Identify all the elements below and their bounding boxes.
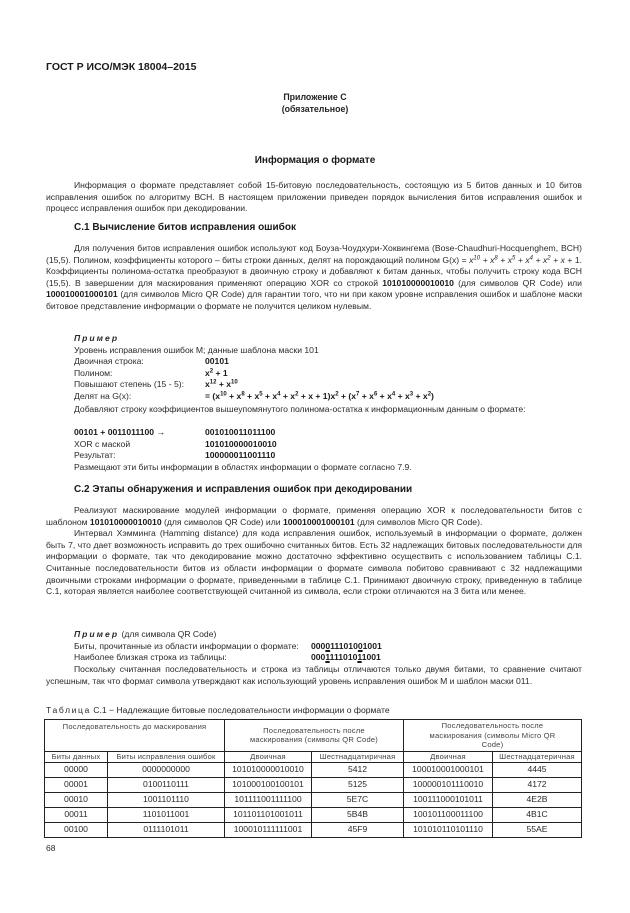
polynomial-value: $x^2 + 1$ (205, 367, 228, 378)
group-header-before-mask: Последовательность до маскирования (45, 720, 225, 752)
table-row: 00010 1001101110 101111001111100 5E7C 100111000101011 4E2B (45, 792, 582, 807)
col-qr-hex: Шестнадцатиричная (312, 751, 404, 762)
division-value: = $(x^{10} + x^8 + x^5 + x^4 + x^2 + x + 1)x^2 + (x^7 + x^6 + x^4 + x^3 + x^2)$ (205, 390, 434, 401)
c1-heading: С.1 Вычисление битов исправления ошибок (74, 222, 296, 233)
example-row-binary: Двоичная строка: 00101 (74, 356, 229, 367)
c2-heading: С.2 Этапы обнаружения и исправления ошибок при декодировании (74, 484, 413, 495)
col-ec-bits: Биты исправления ошибок (108, 751, 225, 762)
intro-text: Информация о формате представляет собой 15-битовую последовательность, состоящую из 5 битов данных и 10 битов исправления ошибок по алгоритму ВСН. В настоящем приложении приведен порядок вычисления битов исправления ошибок и процесс исправления ошибок при декодировании. (46, 180, 582, 214)
c1-paragraph: Для получения битов исправления ошибок используют код Боуза-Чоудхури-Хоквингема (Bose-Chaudhuri-Hocquenghem, BCH) (15,5). Полином, коэффициенты которого – биты строки данных, делят на порождающий полином $G(x) = x^{10} + x^8 + x^5 + x^4 + x^2 + x + 1$. Коэффициенты полинома-остатка преобразуют в двоичную строку и добавляют к битам данных, чтобы получить строку кода BCH (15,5). В завершении для маскирования применяют операцию XOR со строкой 101010000010010 (для символов QR Code) или 100010001000101 (для символов Micro QR Code) для гарантии того, что ни при каком уровне исправления ошибок и шаблоне маски битовое представление информации о формате не получится целиком нулевым. (46, 243, 583, 311)
col-micro-binary: Двоичная (404, 751, 493, 762)
calc-row-xor: XOR с маской 101010000010010 (74, 438, 277, 449)
example-row-raise: Повышают степень (15 - 5): $x^{12} + x^{10}$ (74, 379, 238, 390)
example-label: Пример (74, 333, 120, 343)
closest-string-value: 000111101011001 (311, 652, 381, 663)
c1-text-c: (для символов QR Code) или (453, 277, 582, 288)
read-bits-value: 000011101001001 (311, 640, 382, 651)
c1-text-d: (для символов Micro QR Code) для гарантии того, что ни при каком уровне исправления ошибок и шаблоне маски битовое представление информации о формате не получится целиком нулевым. (46, 289, 582, 311)
table-row: 00100 0111101011 100010111111001 45F9 101010110101110 55AE (45, 822, 582, 837)
c2-paragraphs (46, 505, 582, 598)
c2-p2: Интервал Хэмминга (Hamming distance) для кода исправления ошибок, используемый в информации о формате, должен быть 7, что дает возможность исправить до трех ошибочно считанных битов. Есть 32 надлежащих битовых последовательности для информации о формате, так что декодирование можно достаточно эффективно осуществить с использованием таблицы С.1. Считанные последовательности битов из области информации о формате символа побитово сравнивают с 32 надлежащими двоичными строками информации о формате, приведенными в таблице С.1. Принимают двоичную строку, приведенную в таблице С.1, которая является наиболее соответствующей считанной из символа, если строки отличаются на 3 бита или менее. (46, 528, 582, 597)
calc-row-concat: 00101 + 0011011100 → 001010011011100 (74, 427, 276, 437)
page-number: 68 (46, 843, 56, 853)
intro-paragraph (46, 180, 582, 215)
group-header-micro-qr: Последовательность после маскирования (символы Micro QR Code) (404, 720, 582, 752)
mask-micro: 100010001000101 (46, 289, 118, 300)
mask-qr: 101010000010010 (382, 277, 454, 288)
calc-row-result: Результат: 100000011001110 (74, 450, 276, 461)
read-bits-row: Биты, прочитанные из области информации о формате: 000011101001001 (74, 640, 382, 651)
document-code: ГОСТ Р ИСО/МЭК 18004–2015 (46, 61, 197, 73)
col-data-bits: Биты данных (45, 751, 108, 762)
placement-text: Размещают эти биты информации в областях информации о формате согласно 7.9. (74, 461, 412, 472)
raised-value: $x^{12} + x^{10}$ (205, 379, 238, 390)
example-line1: Уровень исправления ошибок М; данные шаблона маски 101 (74, 344, 319, 355)
table-caption: Таблица С.1 − Надлежащие битовые последовательности информации о формате (46, 705, 390, 715)
group-header-qr: Последовательность после маскирования (символы QR Code) (225, 720, 404, 752)
annex-heading (0, 92, 630, 115)
format-info-table (44, 719, 582, 838)
c1-calc (74, 427, 582, 473)
c2-example: Пример (для символа QR Code) Биты, прочитанные из области информации о формате: 000011101001001 Наиболее близкая строка из таблицы: 000111101011001 (74, 629, 582, 664)
annex-title: Приложение С (283, 92, 347, 102)
generator-polynomial: $x^{10} + x^8 + x^5 + x^4 + x^2 + x$ (469, 254, 565, 265)
table-row: 00011 1101011001 101101101001011 5B4B 100101100011100 4B1C (45, 807, 582, 822)
annex-status: (обязательное) (281, 103, 349, 114)
c2-p1: Реализуют маскирование модулей информации о формате, применяя операцию XOR к последовательности битов с шаблоном 101010000010010 (для символов QR Code) или 100010001000101 (для символов Micro QR Code). (46, 505, 582, 527)
col-qr-binary: Двоичная (225, 751, 312, 762)
example-row-divide: Делят на G(x): = $(x^{10} + x^8 + x^5 + x^4 + x^2 + x + 1)x^2 + (x^7 + x^6 + x^4 + x^3 + x^2)$ (74, 390, 434, 401)
table-row: 00001 0100110111 101000100100101 5125 100000101110010 4172 (45, 777, 582, 792)
c2-conclusion: Поскольку считанная последовательность и строка из таблицы отличаются только двумя битами, то сравнение считают успешным, так что формат символа утверждают как использующий уровень исправления ошибок М и шаблон маски 011. (46, 664, 582, 686)
section-title: Информация о формате (254, 155, 376, 166)
example-row-polynomial: Полином: $x^2 + 1$ (74, 367, 228, 378)
c1-text-a: Для получения битов исправления ошибок используют код Боуза-Чоудхури-Хоквингема (Bose-Chaudhuri-Hocquenghem, BCH) (15,5). Полином, коэффициенты которого – биты строки данных, делят на порождающий полином G(x) = (46, 243, 582, 265)
table-row: 00000 0000000000 101010000010010 5412 100010001000101 4445 (45, 762, 582, 777)
c1-text-b: . Коэффициенты полинома-остатка преобразуют в двоичную строку и добавляют к битам данных, чтобы получить строку кода BCH (15,5). В завершении для маскирования применяют операцию XOR со строкой (46, 254, 583, 288)
closest-string-row: Наиболее близкая строка из таблицы: 000111101011001 (74, 652, 381, 663)
c1-append-paragraph: Добавляют строку коэффициентов вышеупомянутого полинома-остатка к информационным данным о формате: (74, 404, 526, 414)
example-label: Пример (74, 629, 120, 639)
c1-example (74, 333, 582, 403)
col-micro-hex: Шестнадцатеричная (493, 751, 582, 762)
